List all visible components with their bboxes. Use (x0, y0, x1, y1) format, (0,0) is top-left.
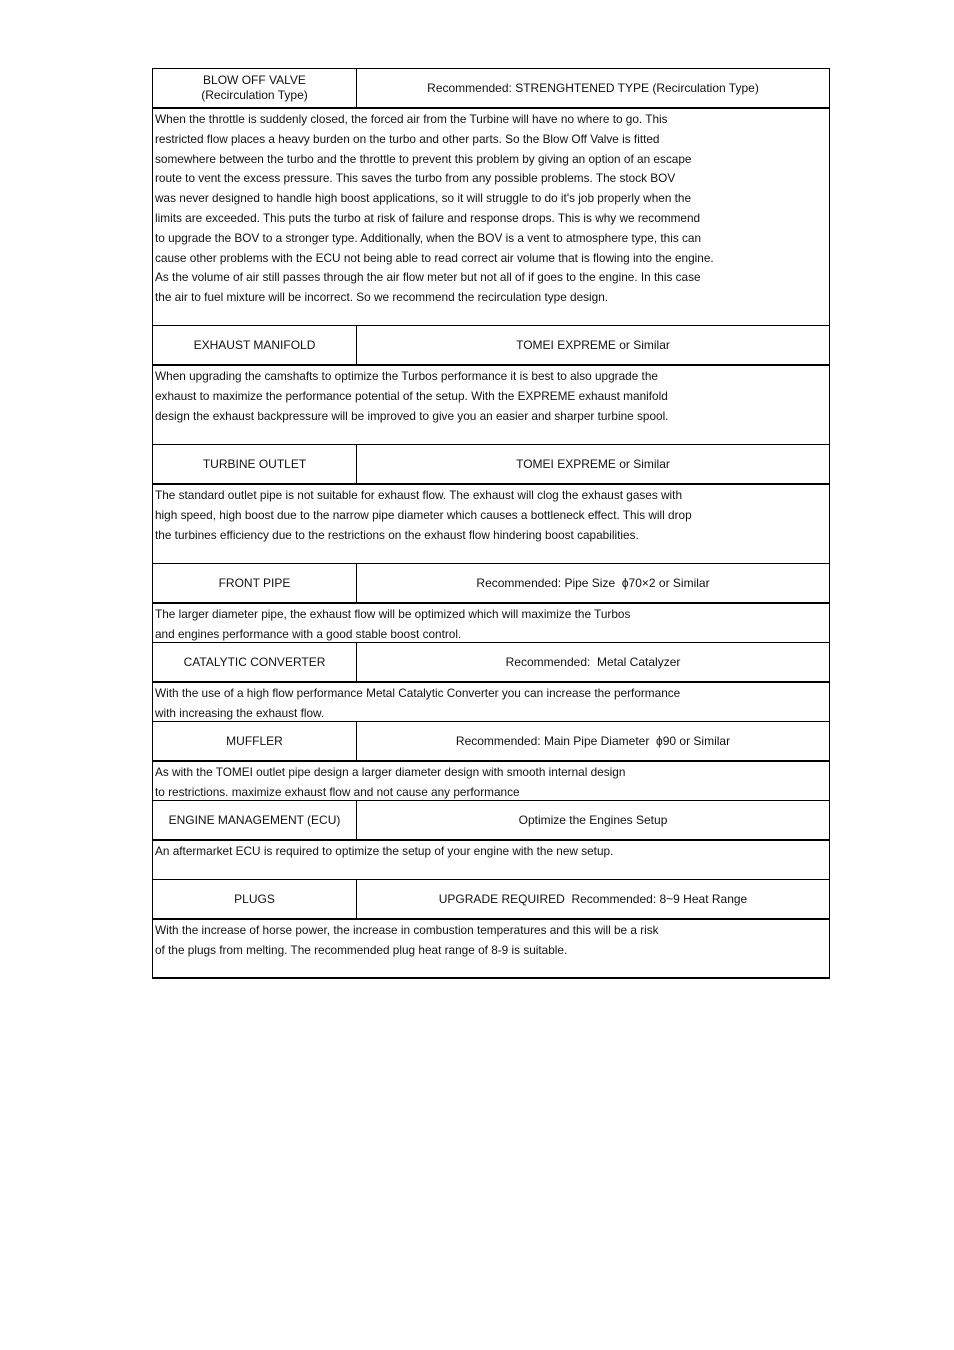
description-line: and engines performance with a good stable boost control. (155, 626, 462, 641)
recommendation: Recommended: Main Pipe Diameter ϕ90 or Similar (455, 734, 731, 748)
description-catalytic-converter (153, 682, 829, 722)
section-header-muffler (153, 722, 829, 761)
description-line: high speed, high boost due to the narrow pipe diameter which causes a bottleneck effect. This will drop (155, 507, 692, 522)
description-line: With the increase of horse power, the increase in combustion temperatures and this will be a risk (155, 923, 659, 937)
recommendation: Recommended: Metal Catalyzer (505, 655, 681, 669)
section-header-turbine-outlet (153, 445, 829, 484)
part-name: TURBINE OUTLET (202, 456, 307, 471)
description-line: restricted flow places a heavy burden on the turbo and other parts. So the Blow Off Valve is fitted (155, 131, 660, 146)
part-name-cell (153, 880, 357, 918)
recommendation: Recommended: Pipe Size ϕ70×2 or Similar (476, 576, 710, 590)
part-name-cell (153, 326, 357, 364)
part-name-cell (153, 564, 357, 602)
section-header-blow-off-valve (153, 69, 829, 108)
part-name: FRONT PIPE (218, 575, 291, 590)
section-header-exhaust-manifold (153, 326, 829, 365)
description-blow-off-valve (153, 108, 829, 326)
description-engine-management (153, 840, 829, 880)
recommendation: TOMEI EXPREME or Similar (516, 457, 670, 471)
description-line: to upgrade the BOV to a stronger type. Additionally, when the BOV is a vent to atmosphere type, this can (155, 230, 702, 245)
description-line: The standard outlet pipe is not suitable for exhaust flow. The exhaust will clog the exhaust gases with (155, 488, 683, 502)
section-header-front-pipe (153, 564, 829, 603)
description-line: The larger diameter pipe, the exhaust flow will be optimized which will maximize the Turbos (155, 607, 631, 621)
description-turbine-outlet (153, 484, 829, 564)
description-plugs (153, 919, 829, 977)
part-name-cell (153, 643, 357, 681)
description-line: An aftermarket ECU is required to optimize the setup of your engine with the new setup. (155, 844, 614, 858)
section-header-engine-management (153, 801, 829, 840)
recommendation: Recommended: STRENGHTENED TYPE (Recirculation Type) (427, 81, 759, 95)
part-name-cell (153, 801, 357, 839)
description-line: with increasing the exhaust flow. (155, 705, 325, 720)
description-line: to restrictions. maximize exhaust flow and not cause any performance (155, 784, 520, 799)
description-line: design the exhaust backpressure will be improved to give you an easier and sharper turbine spool. (155, 408, 669, 423)
description-muffler (153, 761, 829, 801)
description-line: exhaust to maximize the performance potential of the setup. With the EXPREME exhaust manifold (155, 388, 668, 403)
section-header-catalytic-converter (153, 643, 829, 682)
part-name: BLOW OFF VALVE (203, 73, 306, 87)
description-line: somewhere between the turbo and the throttle to prevent this problem by giving an option of an escape (155, 151, 692, 166)
part-name: ENGINE MANAGEMENT (ECU) (168, 812, 341, 827)
part-name: EXHAUST MANIFOLD (193, 337, 316, 352)
section-header-plugs (153, 880, 829, 919)
part-name-subtitle: (Recirculation Type) (201, 88, 308, 102)
description-line: With the use of a high flow performance Metal Catalytic Converter you can increase the performance (155, 686, 681, 700)
description-line: As the volume of air still passes through the air flow meter but not all of if goes to the engine. In this case (155, 270, 701, 285)
recommendation: UPGRADE REQUIRED Recommended: 8~9 Heat Range (438, 892, 748, 906)
description-line: route to vent the excess pressure. This saves the turbo from any possible problems. The stock BOV (155, 171, 676, 186)
description-line: As with the TOMEI outlet pipe design a larger diameter design with smooth internal design (155, 765, 626, 779)
part-name-cell (153, 722, 357, 760)
description-line: the turbines efficiency due to the restrictions on the exhaust flow hindering boost capabilities. (155, 527, 639, 542)
description-line: limits are exceeded. This puts the turbo at risk of failure and response drops. This is why we recommend (155, 210, 701, 225)
description-line: cause other problems with the ECU not being able to read correct air volume that is flowing into the engine. (155, 250, 714, 265)
part-name: CATALYTIC CONVERTER (183, 654, 326, 669)
part-name-cell (153, 445, 357, 483)
description-exhaust-manifold (153, 365, 829, 445)
description-line: When the throttle is suddenly closed, the forced air from the Turbine will have no where to go. This (155, 112, 668, 126)
description-line: When upgrading the camshafts to optimize the Turbos performance it is best to also upgrade the (155, 369, 658, 383)
part-name: MUFFLER (226, 733, 283, 748)
recommendation: TOMEI EXPREME or Similar (516, 338, 670, 352)
description-line: was never designed to handle high boost applications, so it will struggle to do it's job properly when the (155, 191, 692, 206)
recommendations-table (152, 68, 830, 979)
part-name-cell (153, 69, 357, 107)
recommendation: Optimize the Engines Setup (518, 813, 668, 827)
part-name: PLUGS (234, 891, 275, 906)
description-line: the air to fuel mixture will be incorrect. So we recommend the recirculation type design. (155, 290, 609, 305)
description-line: of the plugs from melting. The recommended plug heat range of 8-9 is suitable. (155, 942, 568, 957)
description-front-pipe (153, 603, 829, 643)
